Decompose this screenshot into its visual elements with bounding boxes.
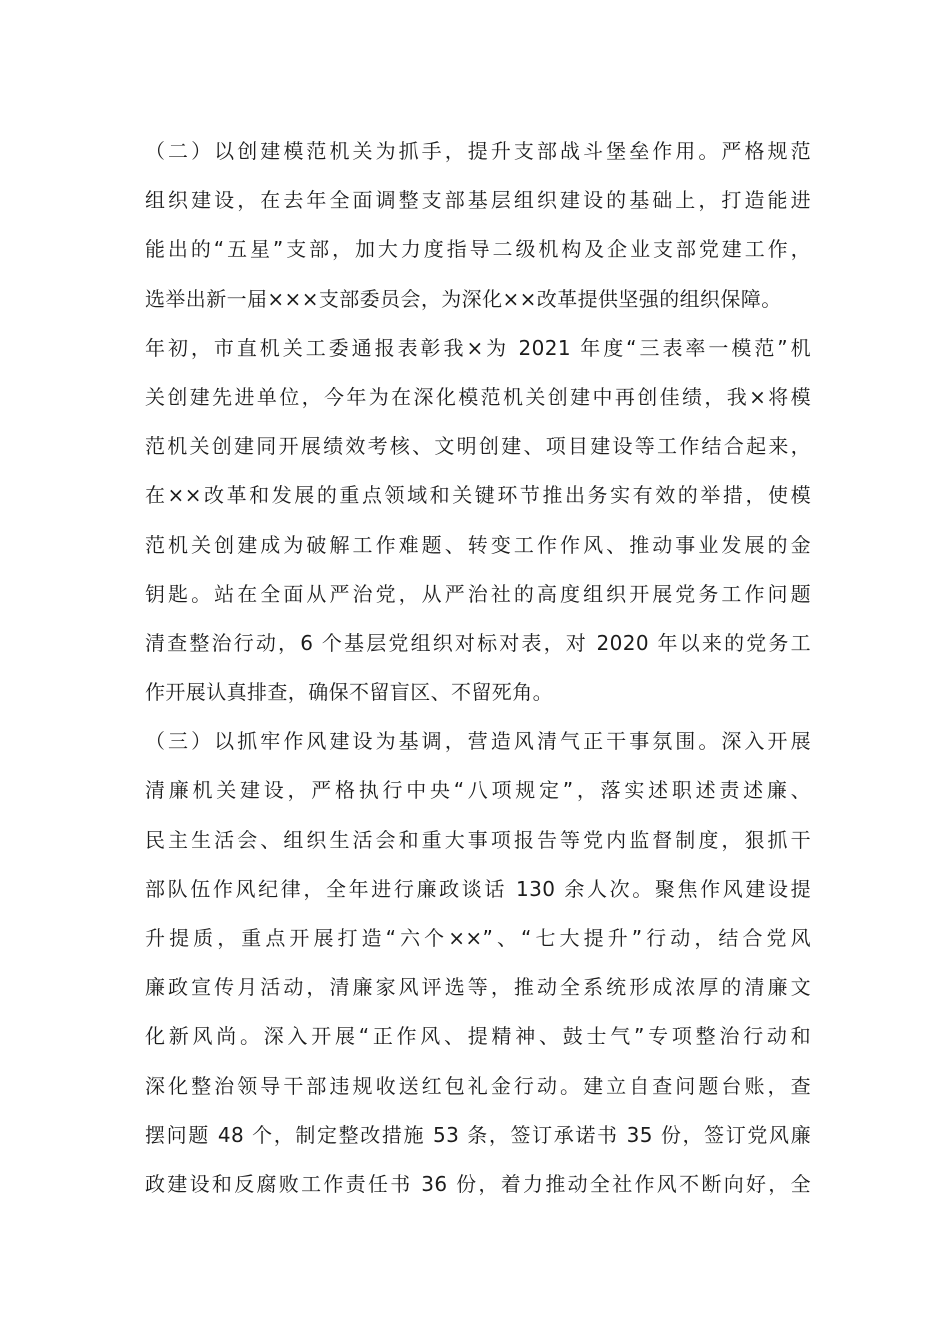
text-line: 作开展认真排查，确保不留盲区、不留死角。 bbox=[145, 680, 553, 705]
text-line: 化新风尚。深入开展“正作风、提精神、鼓士气”专项整治行动和 bbox=[145, 1024, 811, 1049]
text-line: 摆问题 48 个，制定整改措施 53 条，签订承诺书 35 份，签订党风廉 bbox=[145, 1122, 811, 1147]
text-line: 年初，市直机关工委通报表彰我×为 2021 年度“三表率一模范”机 bbox=[145, 335, 811, 360]
text-line: 清廉机关建设，严格执行中央“八项规定”，落实述职述责述廉、 bbox=[145, 778, 811, 803]
text-line: 范机关创建成为破解工作难题、转变工作作风、推动事业发展的金 bbox=[145, 532, 811, 557]
text-line: 关创建先进单位，今年为在深化模范机关创建中再创佳绩，我×将模 bbox=[145, 384, 811, 409]
text-line: 深化整治领导干部违规收送红包礼金行动。建立自查问题台账，查 bbox=[145, 1073, 811, 1098]
text-line: 民主生活会、组织生活会和重大事项报告等党内监督制度，狠抓干 bbox=[145, 827, 811, 852]
text-line: 清查整治行动，6 个基层党组织对标对表，对 2020 年以来的党务工 bbox=[145, 630, 811, 655]
text-line: （三）以抓牢作风建设为基调，营造风清气正干事氛围。深入开展 bbox=[145, 729, 811, 754]
text-line: 钥匙。站在全面从严治党，从严治社的高度组织开展党务工作问题 bbox=[145, 581, 811, 606]
text-line: 升提质，重点开展打造“六个××”、“七大提升”行动，结合党风 bbox=[145, 926, 811, 950]
text-line: 部队伍作风纪律，全年进行廉政谈话 130 余人次。聚焦作风建设提 bbox=[145, 876, 811, 901]
text-line: 政建设和反腐败工作责任书 36 份，着力推动全社作风不断向好，全 bbox=[145, 1171, 811, 1196]
text-line: 组织建设，在去年全面调整支部基层组织建设的基础上，打造能进 bbox=[145, 188, 811, 213]
text-line: 在××改革和发展的重点领域和关键环节推出务实有效的举措，使模 bbox=[145, 483, 811, 508]
text-line: 能出的“五星”支部，加大力度指导二级机构及企业支部党建工作， bbox=[145, 237, 811, 262]
text-line: 选举出新一届×××支部委员会，为深化××改革提供坚强的组织保障。 bbox=[145, 286, 782, 311]
text-line: （二）以创建模范机关为抓手，提升支部战斗堡垒作用。严格规范 bbox=[145, 139, 811, 163]
text-line: 廉政宣传月活动，清廉家风评选等，推动全系统形成浓厚的清廉文 bbox=[145, 975, 811, 1000]
text-line: 范机关创建同开展绩效考核、文明创建、项目建设等工作结合起来， bbox=[145, 434, 811, 459]
document-body bbox=[145, 131, 811, 1213]
